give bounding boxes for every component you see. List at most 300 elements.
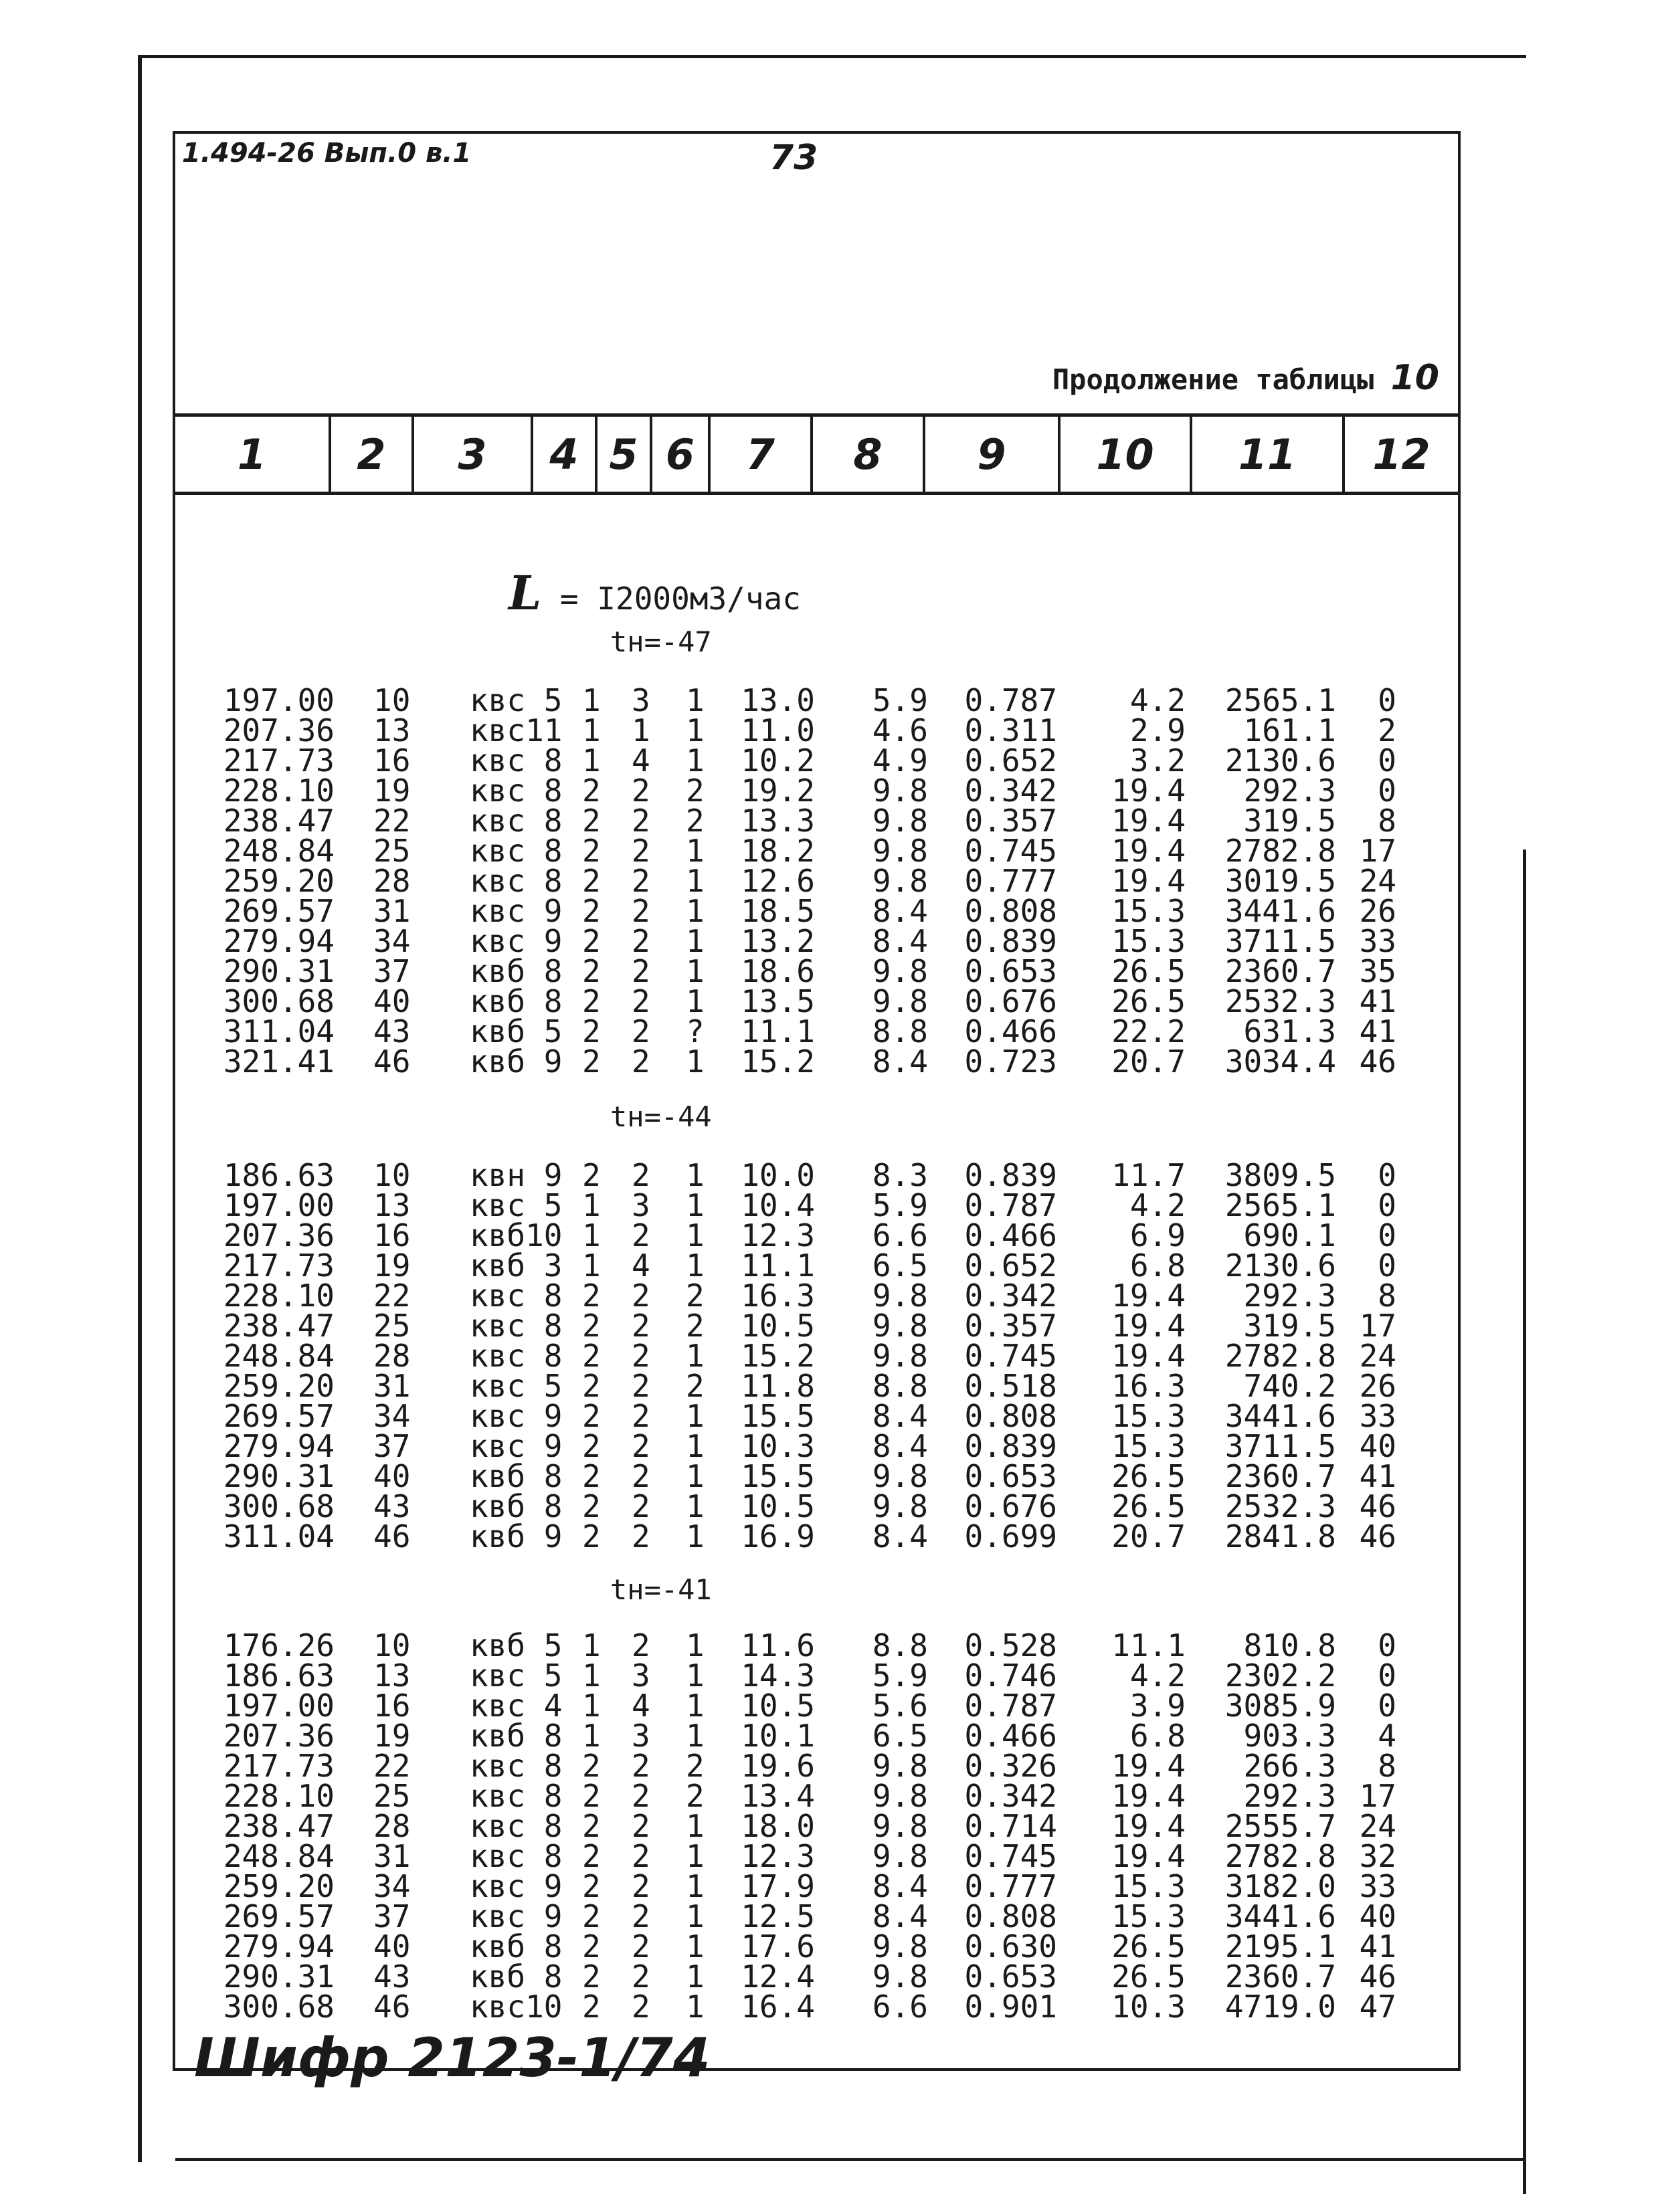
table-cell-col-10: 11.1 [1111, 1627, 1186, 1664]
table-cell-col-6: 1 [686, 1247, 705, 1284]
table-cell-col-11: 2360.7 [1224, 1458, 1336, 1494]
header-col-2: 2 [331, 417, 414, 492]
table-cell-col-6: 1 [686, 893, 705, 929]
table-cell-col-8: 9.8 [872, 1928, 928, 1965]
table-cell-col-6: ? [686, 1013, 705, 1049]
table-cell-col-9: 0.653 [964, 1458, 1057, 1494]
table-cell-col-4: 2 [582, 773, 601, 809]
table-cell-col-11: 2782.8 [1224, 1338, 1336, 1374]
header-col-11: 11 [1192, 417, 1345, 492]
table-cell-col-1: 290.31 [223, 1958, 335, 1995]
table-cell-col-1: 311.04 [223, 1518, 335, 1554]
table-cell-col-10: 6.8 [1129, 1718, 1186, 1754]
table-row [0, 1368, 1660, 1404]
table-cell-col-11: 161.1 [1243, 712, 1336, 748]
table-cell-col-5: 2 [632, 803, 650, 839]
table-cell-col-5: 4 [632, 1247, 650, 1284]
table-cell-col-4: 2 [582, 1428, 601, 1464]
table-cell-col-2: 37 [373, 1428, 411, 1464]
table-cell-col-9: 0.746 [964, 1657, 1057, 1694]
section-label: tн=-47 [610, 625, 712, 658]
table-cell-col-12: 47 [1359, 1989, 1396, 2025]
table-cell-col-4: 2 [582, 1278, 601, 1314]
table-cell-col-8: 9.8 [872, 803, 928, 839]
table-cell-col-4: 2 [582, 1808, 601, 1844]
table-cell-col-10: 15.3 [1111, 1398, 1186, 1434]
header-col-6: 6 [652, 417, 711, 492]
table-cell-col-7: 13.0 [741, 682, 815, 718]
table-cell-col-2: 43 [373, 1013, 411, 1049]
table-cell-col-2: 10 [373, 1627, 411, 1664]
table-row [0, 1958, 1660, 1995]
table-row [0, 1043, 1660, 1080]
table-cell-col-3: квб 3 [470, 1247, 563, 1284]
table-cell-col-11: 3019.5 [1224, 863, 1336, 899]
table-cell-col-3: квб 9 [470, 1518, 563, 1554]
table-cell-col-5: 3 [632, 1718, 650, 1754]
table-cell-col-9: 0.745 [964, 833, 1057, 869]
table-cell-col-12: 0 [1378, 742, 1396, 779]
table-cell-col-2: 40 [373, 1928, 411, 1965]
table-row [0, 1428, 1660, 1464]
table-cell-col-1: 248.84 [223, 833, 335, 869]
table-cell-col-4: 1 [582, 682, 601, 718]
table-cell-col-9: 0.652 [964, 742, 1057, 779]
table-cell-col-8: 9.8 [872, 983, 928, 1019]
table-cell-col-12: 33 [1359, 1868, 1396, 1904]
table-cell-col-9: 0.787 [964, 682, 1057, 718]
table-cell-col-6: 1 [686, 1043, 705, 1080]
table-cell-col-11: 3441.6 [1224, 1398, 1336, 1434]
table-cell-col-8: 6.5 [872, 1247, 928, 1284]
section-label: tн=-41 [610, 1573, 712, 1606]
table-cell-col-7: 11.6 [741, 1627, 815, 1664]
table-cell-col-6: 1 [686, 1898, 705, 1934]
table-cell-col-11: 3182.0 [1224, 1868, 1336, 1904]
table-cell-col-9: 0.652 [964, 1247, 1057, 1284]
table-cell-col-9: 0.653 [964, 953, 1057, 989]
table-cell-col-4: 2 [582, 1928, 601, 1965]
table-row [0, 833, 1660, 869]
table-cell-col-7: 18.0 [741, 1808, 815, 1844]
table-cell-col-12: 17 [1359, 1778, 1396, 1814]
header-col-4: 4 [533, 417, 597, 492]
table-row [0, 773, 1660, 809]
table-cell-col-3: квб 8 [470, 983, 563, 1019]
header-col-3: 3 [414, 417, 533, 492]
table-cell-col-10: 19.4 [1111, 1778, 1186, 1814]
table-cell-col-1: 269.57 [223, 893, 335, 929]
table-row [0, 1518, 1660, 1554]
table-cell-col-12: 0 [1378, 1157, 1396, 1193]
table-cell-col-10: 15.3 [1111, 1428, 1186, 1464]
table-row [0, 983, 1660, 1019]
table-cell-col-10: 19.4 [1111, 803, 1186, 839]
table-cell-col-4: 2 [582, 983, 601, 1019]
table-cell-col-2: 40 [373, 1458, 411, 1494]
table-cell-col-5: 2 [632, 1748, 650, 1784]
table-cell-col-4: 1 [582, 1657, 601, 1694]
table-cell-col-9: 0.466 [964, 1217, 1057, 1253]
table-cell-col-4: 2 [582, 1989, 601, 2025]
table-cell-col-4: 1 [582, 1688, 601, 1724]
table-cell-col-10: 10.3 [1111, 1989, 1186, 2025]
table-cell-col-8: 8.8 [872, 1013, 928, 1049]
table-row [0, 1488, 1660, 1524]
table-cell-col-8: 6.6 [872, 1989, 928, 2025]
table-cell-col-10: 19.4 [1111, 773, 1186, 809]
table-row [0, 953, 1660, 989]
table-cell-col-2: 19 [373, 1247, 411, 1284]
table-row [0, 682, 1660, 718]
continuation-title [1052, 358, 1439, 398]
table-cell-col-7: 19.6 [741, 1748, 815, 1784]
table-cell-col-7: 12.3 [741, 1217, 815, 1253]
table-cell-col-10: 3.2 [1129, 742, 1186, 779]
table-cell-col-2: 31 [373, 1368, 411, 1404]
table-cell-col-9: 0.901 [964, 1989, 1057, 2025]
table-cell-col-6: 2 [686, 773, 705, 809]
table-cell-col-7: 12.3 [741, 1838, 815, 1874]
table-cell-col-2: 22 [373, 1748, 411, 1784]
table-cell-col-12: 0 [1378, 1217, 1396, 1253]
table-cell-col-3: квн 9 [470, 1157, 563, 1193]
table-row [0, 712, 1660, 748]
table-cell-col-3: квб 8 [470, 1958, 563, 1995]
table-cell-col-9: 0.808 [964, 893, 1057, 929]
table-cell-col-12: 8 [1378, 803, 1396, 839]
table-cell-col-3: квс11 [470, 712, 563, 748]
table-cell-col-5: 2 [632, 1488, 650, 1524]
table-cell-col-12: 35 [1359, 953, 1396, 989]
table-cell-col-4: 1 [582, 1627, 601, 1664]
table-cell-col-4: 2 [582, 1308, 601, 1344]
table-cell-col-10: 26.5 [1111, 1488, 1186, 1524]
table-cell-col-3: квб 8 [470, 1488, 563, 1524]
table-cell-col-6: 1 [686, 712, 705, 748]
table-cell-col-11: 2532.3 [1224, 1488, 1336, 1524]
table-cell-col-5: 4 [632, 742, 650, 779]
table-row [0, 1808, 1660, 1844]
table-cell-col-3: квс 8 [470, 803, 563, 839]
table-cell-col-11: 292.3 [1243, 1278, 1336, 1314]
table-cell-col-9: 0.839 [964, 1157, 1057, 1193]
table-row [0, 1398, 1660, 1434]
table-cell-col-4: 2 [582, 923, 601, 959]
table-cell-col-1: 238.47 [223, 1308, 335, 1344]
table-cell-col-6: 1 [686, 1458, 705, 1494]
table-cell-col-11: 2782.8 [1224, 833, 1336, 869]
table-cell-col-1: 321.41 [223, 1043, 335, 1080]
table-cell-col-8: 9.8 [872, 833, 928, 869]
table-cell-col-6: 1 [686, 1157, 705, 1193]
table-cell-col-1: 290.31 [223, 1458, 335, 1494]
table-cell-col-4: 2 [582, 1368, 601, 1404]
table-cell-col-7: 10.5 [741, 1488, 815, 1524]
table-cell-col-7: 13.3 [741, 803, 815, 839]
flow-rate-formula [509, 565, 801, 621]
table-cell-col-12: 41 [1359, 1458, 1396, 1494]
table-cell-col-6: 1 [686, 953, 705, 989]
table-cell-col-12: 4 [1378, 1718, 1396, 1754]
table-cell-col-2: 13 [373, 1657, 411, 1694]
table-cell-col-12: 17 [1359, 833, 1396, 869]
table-cell-col-3: квс 5 [470, 1187, 563, 1223]
outer-frame-bottom-line [175, 2158, 1526, 2161]
table-cell-col-5: 2 [632, 983, 650, 1019]
table-cell-col-11: 319.5 [1243, 1308, 1336, 1344]
table-row [0, 1157, 1660, 1193]
table-cell-col-7: 17.6 [741, 1928, 815, 1965]
table-row [0, 1013, 1660, 1049]
table-cell-col-7: 11.8 [741, 1368, 815, 1404]
table-cell-col-2: 46 [373, 1989, 411, 2025]
table-cell-col-9: 0.528 [964, 1627, 1057, 1664]
table-cell-col-6: 1 [686, 1928, 705, 1965]
table-cell-col-12: 0 [1378, 773, 1396, 809]
table-cell-col-12: 41 [1359, 983, 1396, 1019]
table-cell-col-8: 9.8 [872, 953, 928, 989]
table-cell-col-5: 2 [632, 1778, 650, 1814]
table-cell-col-2: 28 [373, 863, 411, 899]
table-cell-col-6: 1 [686, 1428, 705, 1464]
table-cell-col-12: 0 [1378, 1627, 1396, 1664]
table-cell-col-10: 19.4 [1111, 1748, 1186, 1784]
table-cell-col-1: 259.20 [223, 863, 335, 899]
table-cell-col-7: 10.5 [741, 1688, 815, 1724]
table-cell-col-7: 10.3 [741, 1428, 815, 1464]
table-cell-col-2: 40 [373, 983, 411, 1019]
table-cell-col-10: 22.2 [1111, 1013, 1186, 1049]
table-cell-col-8: 8.8 [872, 1368, 928, 1404]
table-cell-col-8: 5.6 [872, 1688, 928, 1724]
table-cell-col-1: 300.68 [223, 1488, 335, 1524]
formula-symbol: L [509, 565, 542, 621]
table-cell-col-3: квс 4 [470, 1688, 563, 1724]
table-cell-col-1: 248.84 [223, 1838, 335, 1874]
table-cell-col-2: 25 [373, 833, 411, 869]
table-cell-col-8: 9.8 [872, 1308, 928, 1344]
table-cell-col-9: 0.777 [964, 1868, 1057, 1904]
table-cell-col-10: 16.3 [1111, 1368, 1186, 1404]
table-cell-col-10: 26.5 [1111, 1928, 1186, 1965]
table-cell-col-10: 19.4 [1111, 1338, 1186, 1374]
table-cell-col-7: 11.0 [741, 712, 815, 748]
table-cell-col-10: 19.4 [1111, 863, 1186, 899]
table-cell-col-7: 15.2 [741, 1043, 815, 1080]
table-cell-col-8: 9.8 [872, 1838, 928, 1874]
table-cell-col-5: 2 [632, 1013, 650, 1049]
table-cell-col-1: 217.73 [223, 1748, 335, 1784]
table-cell-col-10: 19.4 [1111, 1838, 1186, 1874]
table-cell-col-3: квс 9 [470, 893, 563, 929]
table-cell-col-6: 2 [686, 803, 705, 839]
table-cell-col-3: квб 8 [470, 1718, 563, 1754]
table-cell-col-1: 259.20 [223, 1868, 335, 1904]
table-cell-col-9: 0.745 [964, 1838, 1057, 1874]
table-cell-col-10: 19.4 [1111, 1308, 1186, 1344]
table-cell-col-1: 186.63 [223, 1157, 335, 1193]
table-cell-col-8: 9.8 [872, 1338, 928, 1374]
table-cell-col-10: 6.8 [1129, 1247, 1186, 1284]
header-col-1: 1 [175, 417, 331, 492]
table-cell-col-3: квб 9 [470, 1043, 563, 1080]
table-cell-col-7: 10.1 [741, 1718, 815, 1754]
table-cell-col-11: 2195.1 [1224, 1928, 1336, 1965]
table-cell-col-2: 31 [373, 893, 411, 929]
table-cell-col-3: квс 5 [470, 1657, 563, 1694]
table-cell-col-9: 0.342 [964, 1778, 1057, 1814]
table-cell-col-9: 0.745 [964, 1338, 1057, 1374]
table-cell-col-1: 186.63 [223, 1657, 335, 1694]
table-cell-col-4: 2 [582, 1488, 601, 1524]
table-cell-col-11: 2555.7 [1224, 1808, 1336, 1844]
table-cell-col-12: 8 [1378, 1748, 1396, 1784]
table-cell-col-5: 2 [632, 863, 650, 899]
table-cell-col-2: 19 [373, 773, 411, 809]
table-cell-col-1: 176.26 [223, 1627, 335, 1664]
table-cell-col-7: 12.6 [741, 863, 815, 899]
table-row [0, 1217, 1660, 1253]
table-cell-col-7: 18.2 [741, 833, 815, 869]
table-cell-col-2: 10 [373, 1157, 411, 1193]
table-cell-col-3: квс 9 [470, 1868, 563, 1904]
table-cell-col-12: 0 [1378, 1247, 1396, 1284]
table-cell-col-4: 2 [582, 953, 601, 989]
table-cell-col-2: 43 [373, 1488, 411, 1524]
header-col-5: 5 [597, 417, 652, 492]
table-row [0, 1308, 1660, 1344]
table-cell-col-11: 2360.7 [1224, 953, 1336, 989]
table-cell-col-1: 238.47 [223, 803, 335, 839]
table-cell-col-4: 2 [582, 893, 601, 929]
table-cell-col-7: 10.5 [741, 1308, 815, 1344]
table-cell-col-12: 41 [1359, 1928, 1396, 1965]
table-cell-col-11: 2841.8 [1224, 1518, 1336, 1554]
table-row [0, 1247, 1660, 1284]
table-cell-col-7: 14.3 [741, 1657, 815, 1694]
table-row [0, 923, 1660, 959]
table-cell-col-4: 1 [582, 712, 601, 748]
table-cell-col-4: 2 [582, 863, 601, 899]
table-cell-col-10: 15.3 [1111, 923, 1186, 959]
table-cell-col-5: 2 [632, 1838, 650, 1874]
table-cell-col-6: 1 [686, 1838, 705, 1874]
table-cell-col-12: 26 [1359, 1368, 1396, 1404]
table-cell-col-1: 300.68 [223, 983, 335, 1019]
document-code: 1.494-26 Вып.0 в.1 [182, 138, 472, 169]
table-cell-col-7: 12.4 [741, 1958, 815, 1995]
table-cell-col-6: 1 [686, 1518, 705, 1554]
table-cell-col-7: 10.4 [741, 1187, 815, 1223]
table-cell-col-7: 12.5 [741, 1898, 815, 1934]
table-row [0, 893, 1660, 929]
table-cell-col-3: квс 8 [470, 1838, 563, 1874]
table-cell-col-2: 13 [373, 1187, 411, 1223]
table-cell-col-8: 9.8 [872, 1958, 928, 1995]
table-cell-col-2: 28 [373, 1338, 411, 1374]
table-row [0, 1278, 1660, 1314]
table-cell-col-6: 2 [686, 1308, 705, 1344]
table-cell-col-6: 1 [686, 863, 705, 899]
table-row [0, 1778, 1660, 1814]
table-cell-col-3: квб 5 [470, 1627, 563, 1664]
table-cell-col-2: 43 [373, 1958, 411, 1995]
table-row [0, 1338, 1660, 1374]
table-cell-col-8: 8.4 [872, 1398, 928, 1434]
table-cell-col-8: 9.8 [872, 1278, 928, 1314]
table-cell-col-3: квс 9 [470, 1898, 563, 1934]
table-cell-col-1: 228.10 [223, 1278, 335, 1314]
table-cell-col-1: 197.00 [223, 682, 335, 718]
table-cell-col-8: 9.8 [872, 1488, 928, 1524]
table-cell-col-4: 2 [582, 1748, 601, 1784]
table-cell-col-6: 1 [686, 1688, 705, 1724]
table-cell-col-7: 13.2 [741, 923, 815, 959]
table-cell-col-11: 740.2 [1243, 1368, 1336, 1404]
table-cell-col-8: 8.3 [872, 1157, 928, 1193]
table-cell-col-3: квс 9 [470, 923, 563, 959]
table-cell-col-4: 2 [582, 1868, 601, 1904]
table-cell-col-8: 5.9 [872, 682, 928, 718]
table-cell-col-8: 8.8 [872, 1627, 928, 1664]
table-cell-col-3: квс 9 [470, 1428, 563, 1464]
table-cell-col-9: 0.326 [964, 1748, 1057, 1784]
table-cell-col-3: квб 5 [470, 1013, 563, 1049]
table-cell-col-10: 20.7 [1111, 1518, 1186, 1554]
table-cell-col-3: квс 8 [470, 833, 563, 869]
table-cell-col-9: 0.518 [964, 1368, 1057, 1404]
table-cell-col-4: 1 [582, 742, 601, 779]
table-header-row [175, 413, 1458, 495]
table-cell-col-11: 2782.8 [1224, 1838, 1336, 1874]
table-cell-col-5: 2 [632, 1627, 650, 1664]
table-cell-col-11: 319.5 [1243, 803, 1336, 839]
table-cell-col-2: 25 [373, 1308, 411, 1344]
table-cell-col-4: 2 [582, 1898, 601, 1934]
table-cell-col-5: 2 [632, 1428, 650, 1464]
table-row [0, 1989, 1660, 2025]
table-cell-col-9: 0.777 [964, 863, 1057, 899]
table-cell-col-9: 0.787 [964, 1187, 1057, 1223]
table-cell-col-8: 9.8 [872, 1808, 928, 1844]
table-cell-col-12: 46 [1359, 1518, 1396, 1554]
table-cell-col-6: 1 [686, 682, 705, 718]
table-cell-col-7: 19.2 [741, 773, 815, 809]
table-cell-col-4: 1 [582, 1187, 601, 1223]
table-cell-col-5: 2 [632, 1308, 650, 1344]
table-cell-col-6: 1 [686, 1868, 705, 1904]
table-cell-col-11: 2532.3 [1224, 983, 1336, 1019]
table-row [0, 1838, 1660, 1874]
table-cell-col-9: 0.808 [964, 1898, 1057, 1934]
table-cell-col-1: 197.00 [223, 1688, 335, 1724]
table-row [0, 1898, 1660, 1934]
table-cell-col-2: 22 [373, 1278, 411, 1314]
table-cell-col-5: 1 [632, 712, 650, 748]
table-cell-col-12: 24 [1359, 863, 1396, 899]
table-cell-col-1: 207.36 [223, 712, 335, 748]
table-cell-col-12: 46 [1359, 1488, 1396, 1524]
table-cell-col-9: 0.466 [964, 1718, 1057, 1754]
table-cell-col-8: 4.6 [872, 712, 928, 748]
table-cell-col-8: 9.8 [872, 1748, 928, 1784]
table-cell-col-12: 0 [1378, 1657, 1396, 1694]
table-cell-col-12: 24 [1359, 1808, 1396, 1844]
table-cell-col-3: квс 8 [470, 1748, 563, 1784]
table-cell-col-7: 16.4 [741, 1989, 815, 2025]
table-cell-col-11: 3809.5 [1224, 1157, 1336, 1193]
